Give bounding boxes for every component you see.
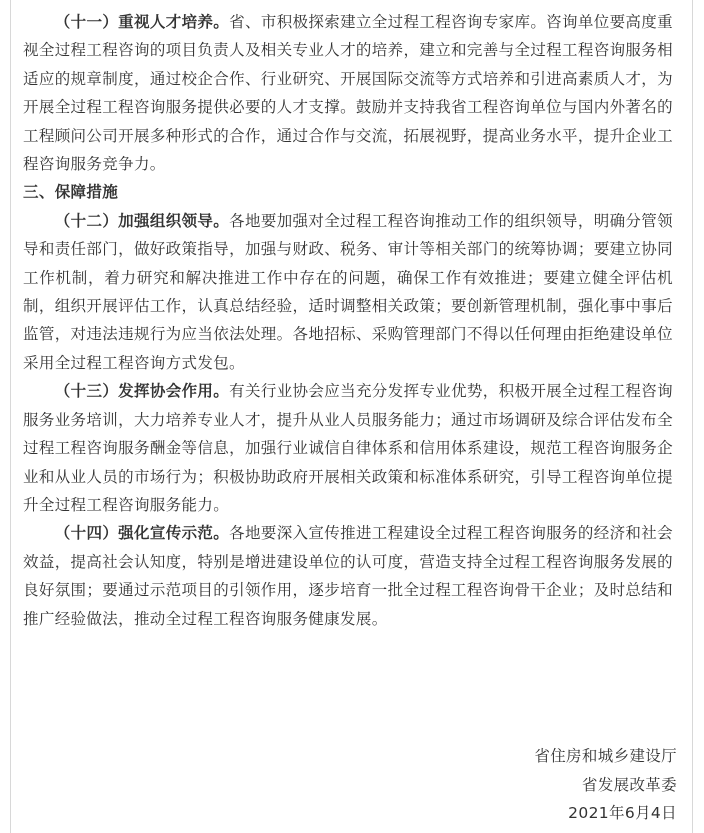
paragraph-text: 各地要加强对全过程工程咨询推动工作的组织领导，明确分管领导和责任部门，做好政策指导，加强与财政、税务、审计等相关部门的统筹协调；要建立协同工作机制，着力研究和解决推进工作中存在的问题，确保工作有效推进；要建立健全评估机制，组织开展评估工作，认真总结经验，适时调整相关政策；要创新管理机制，强化事中事后监管，对违法违规行为应当依法处理。各地招标、采购管理部门不得以任何理由拒绝建设单位采用全过程工程咨询方式发包。 (23, 211, 673, 372)
paragraph-publicity-demonstration (23, 519, 673, 633)
signature-org-development: 省发展改革委 (581, 775, 677, 794)
paragraph-association-role (23, 377, 673, 519)
signature-date: 2021年6月4日 (568, 804, 677, 822)
document-body (23, 8, 673, 633)
paragraph-heading: （十四）强化宣传示范。 (54, 524, 230, 543)
paragraph-heading: （十三）发挥协会作用。 (54, 382, 230, 401)
section-title: 三、保障措施 (23, 183, 119, 202)
paragraph-text: 有关行业协会应当充分发挥专业优势，积极开展全过程工程咨询服务业务培训，大力培养专业人才，提升从业人员服务能力；通过市场调研及综合评估发布全过程工程咨询服务酬金等信息，加强行业诚信自律体系和信用体系建设，规范工程咨询服务企业和从业人员的市场行为；积极协助政府开展相关政策和标准体系研究，引导工程咨询单位提升全过程工程咨询服务能力。 (23, 382, 673, 514)
paragraph-text: 各地要深入宣传推进工程建设全过程工程咨询服务的经济和社会效益，提高社会认知度，特别是增进建设单位的认可度，营造支持全过程工程咨询服务发展的良好氛围；要通过示范项目的引领作用，逐步培育一批全过程工程咨询骨干企业；及时总结和推广经验做法，推动全过程工程咨询服务健康发展。 (23, 524, 673, 628)
right-border-line (692, 0, 693, 833)
left-border-line (10, 0, 11, 833)
paragraph-text: 省、市积极探索建立全过程工程咨询专家库。咨询单位要高度重视全过程工程咨询的项目负责人及相关专业人才的培养，建立和完善与全过程工程咨询服务相适应的规章制度，通过校企合作、行业研究、开展国际交流等方式培养和引进高素质人才，为开展全过程工程咨询服务提供必要的人才支撑。鼓励并支持我省工程咨询单位与国内外著名的工程顾问公司开展多种形式的合作，通过合作与交流，拓展视野，提高业务水平，提升企业工程咨询服务竞争力。 (23, 13, 673, 174)
signature-org-housing: 省住房和城乡建设厅 (534, 747, 677, 765)
paragraph-heading: （十二）加强组织领导。 (54, 211, 230, 230)
paragraph-heading: （十一）重视人才培养。 (54, 13, 230, 31)
paragraph-organization-leadership (23, 207, 673, 377)
signature-block (534, 742, 677, 828)
paragraph-talent-training (23, 8, 673, 178)
